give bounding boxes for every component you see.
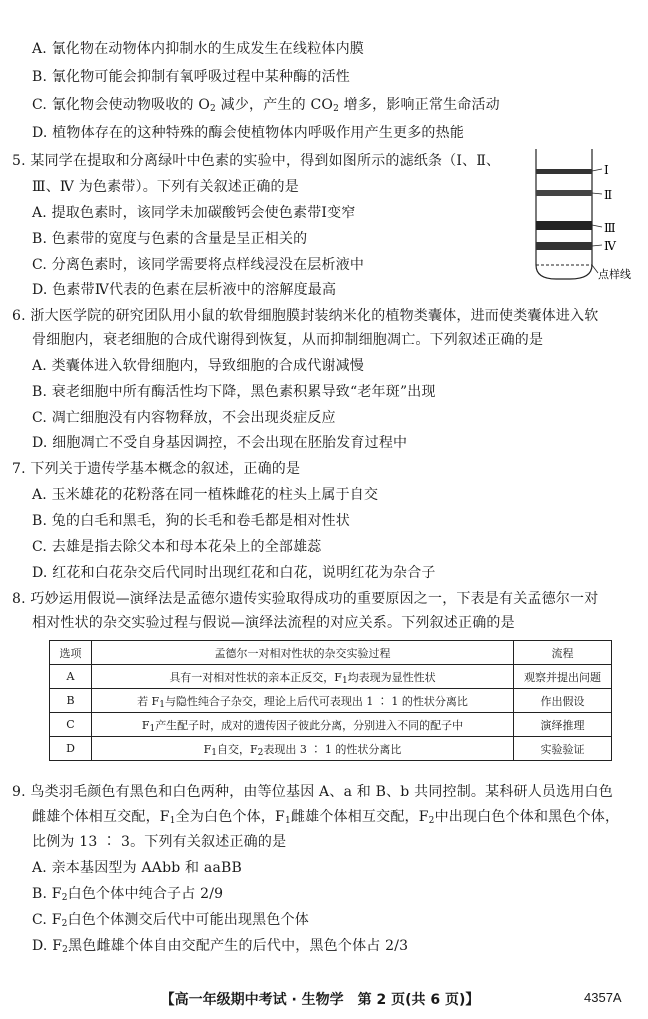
q7-stem: 7. 下列关于遗传学基本概念的叙述，正确的是 — [12, 461, 301, 477]
table-cell-process: $F_1$产生配子时，成对的遗传因子彼此分离，分别进入不同的配子中 — [92, 713, 514, 737]
table-row — [50, 689, 612, 713]
table-row — [50, 713, 612, 737]
q8-table — [49, 640, 612, 761]
q7-option-d: D. 红花和白花杂交后代同时出现红花和白花，说明红花为杂合子 — [32, 565, 436, 581]
table-header-option: 选项 — [50, 641, 92, 665]
q9-option-d: D. $F_2$黑色雌雄个体自由交配产生的后代中，黑色个体占 2/3 — [32, 938, 409, 955]
q8-stem-line1: 8. 巧妙运用假说—演绎法是孟德尔遗传实验取得成功的重要原因之一，下表是有关孟德尔一对 — [12, 591, 599, 607]
q4-option-c: C. 氰化物会使动物吸收的 $O_2$ 减少，产生的 $CO_2$ 增多，影响正常生命活动 — [32, 97, 500, 114]
q6-option-a: A. 类囊体进入软骨细胞内，导致细胞的合成代谢减慢 — [32, 358, 365, 374]
q5-option-d: D. 色素带Ⅳ代表的色素在层析液中的溶解度最高 — [32, 282, 337, 298]
leader-1 — [592, 169, 602, 171]
table-cell-flow: 作出假设 — [514, 689, 612, 713]
strip-outline — [536, 149, 592, 279]
q4-option-d: D. 植物体存在的这种特殊的酶会使植物体内呼吸作用产生更多的热能 — [32, 125, 465, 141]
q9-stem-line2: 雌雄个体相互交配，$F_1$全为白色个体，$F_1$雌雄个体相互交配，$F_2$中出现白色个体和黑色个体， — [32, 809, 620, 826]
band-3-label: Ⅲ — [604, 221, 616, 235]
table-cell-option: C — [50, 713, 92, 737]
band-1-label: Ⅰ — [604, 163, 609, 177]
q4-option-b: B. 氰化物可能会抑制有氧呼吸过程中某种酶的活性 — [32, 69, 350, 85]
q6-option-d: D. 细胞凋亡不受自身基因调控，不会出现在胚胎发育过程中 — [32, 435, 408, 451]
q5-option-c: C. 分离色素时，该同学需要将点样线浸没在层析液中 — [32, 257, 365, 273]
table-cell-option: A — [50, 665, 92, 689]
q6-stem-line2: 骨细胞内，衰老细胞的合成代谢得到恢复，从而抑制细胞凋亡。下列叙述正确的是 — [32, 332, 544, 348]
table-header-row — [50, 641, 612, 665]
table-header-flow: 流程 — [514, 641, 612, 665]
table-cell-flow: 演绎推理 — [514, 713, 612, 737]
table-cell-process: 若 $F_1$与隐性纯合子杂交，理论上后代可表现出 1 ∶ 1 的性状分离比 — [92, 689, 514, 713]
table-header-process: 孟德尔一对相对性状的杂交实验过程 — [92, 641, 514, 665]
band-1 — [536, 169, 592, 174]
q9-option-b: B. $F_2$白色个体中纯合子占 2/9 — [32, 886, 224, 903]
spot-line-label: 点样线 — [598, 268, 631, 281]
table-cell-process: $F_1$自交，$F_2$表现出 3 ∶ 1 的性状分离比 — [92, 737, 514, 761]
band-4 — [536, 242, 592, 250]
table-cell-process: 具有一对相对性状的亲本正反交，$F_1$均表现为显性性状 — [92, 665, 514, 689]
table-row — [50, 665, 612, 689]
table-cell-option: B — [50, 689, 92, 713]
page-footer: 【高一年级期中考试 · 生物学 第 2 页(共 6 页)】 — [160, 992, 480, 1008]
band-3 — [536, 221, 592, 230]
table-cell-flow: 实验验证 — [514, 737, 612, 761]
q9-stem-line3: 比例为 13 ∶ 3。下列有关叙述正确的是 — [32, 834, 287, 850]
band-2 — [536, 190, 592, 196]
leader-3 — [592, 225, 602, 227]
q9-stem-line1: 9. 鸟类羽毛颜色有黑色和白色两种，由等位基因 A、a 和 B、b 共同控制。某科研人员选用白色 — [12, 784, 613, 800]
table-cell-flow: 观察并提出问题 — [514, 665, 612, 689]
q7-option-a: A. 玉米雄花的花粉落在同一植株雌花的柱头上属于自交 — [32, 487, 379, 503]
q4-option-a: A. 氰化物在动物体内抑制水的生成发生在线粒体内膜 — [32, 41, 365, 57]
table-cell-option: D — [50, 737, 92, 761]
q5-option-b: B. 色素带的宽度与色素的含量是呈正相关的 — [32, 231, 308, 247]
leader-2 — [592, 193, 602, 194]
q5-stem-line2: Ⅲ、Ⅳ 为色素带）。下列有关叙述正确的是 — [32, 179, 299, 195]
q6-option-b: B. 衰老细胞中所有酶活性均下降，黑色素积累导致“老年斑”出现 — [32, 384, 436, 400]
band-2-label: Ⅱ — [604, 188, 613, 202]
q7-option-c: C. 去雄是指去除父本和母本花朵上的全部雄蕊 — [32, 539, 322, 555]
q7-option-b: B. 兔的白毛和黑毛，狗的长毛和卷毛都是相对性状 — [32, 513, 350, 529]
paper-code: 4357A — [584, 990, 622, 1005]
table-row — [50, 737, 612, 761]
band-4-label: Ⅳ — [604, 239, 616, 253]
q9-option-c: C. $F_2$白色个体测交后代中可能出现黑色个体 — [32, 912, 309, 929]
q5-stem-line1: 5. 某同学在提取和分离绿叶中色素的实验中，得到如图所示的滤纸条（Ⅰ、Ⅱ、 — [12, 153, 501, 169]
q8-stem-line2: 相对性状的杂交实验过程与假说—演绎法流程的对应关系。下列叙述正确的是 — [32, 615, 515, 631]
q5-option-a: A. 提取色素时，该同学未加碳酸钙会使色素带Ⅰ变窄 — [32, 205, 356, 221]
leader-4 — [592, 245, 602, 246]
q6-option-c: C. 凋亡细胞没有内容物释放，不会出现炎症反应 — [32, 410, 336, 426]
q9-option-a: A. 亲本基因型为 AAbb 和 aaBB — [32, 860, 242, 876]
filter-paper-strip-figure — [526, 147, 636, 287]
q6-stem-line1: 6. 浙大医学院的研究团队用小鼠的软骨细胞膜封装纳米化的植物类囊体，进而使类囊体进入软 — [12, 308, 599, 324]
